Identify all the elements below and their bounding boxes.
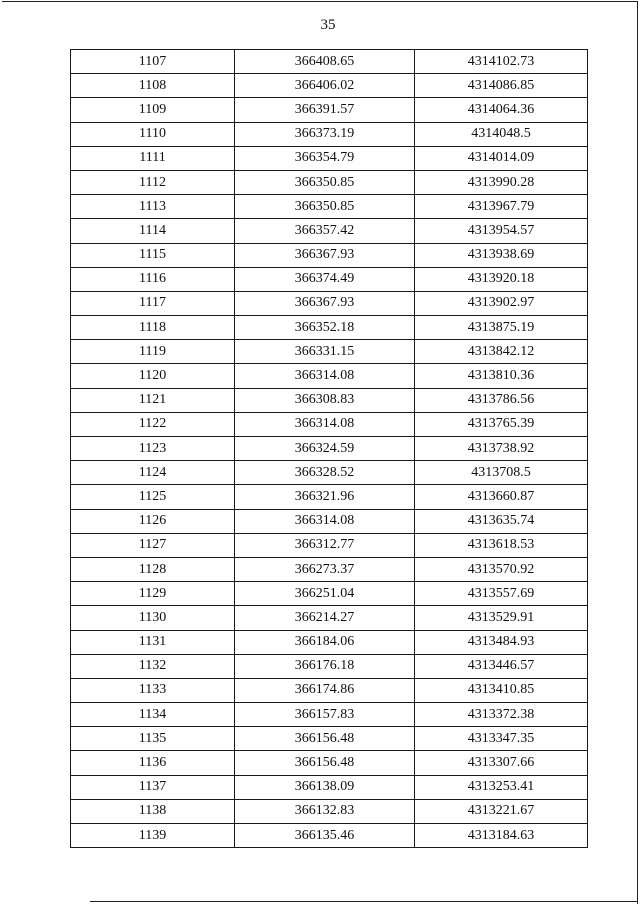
table-row (71, 316, 588, 340)
x-coordinate-cell: 366214.27 (235, 606, 415, 630)
x-coordinate-cell: 366314.08 (235, 364, 415, 388)
x-coordinate-cell: 366312.77 (235, 533, 415, 557)
y-coordinate-cell: 4313954.57 (415, 219, 588, 243)
x-coordinate-cell: 366321.96 (235, 485, 415, 509)
x-coordinate-cell: 366174.86 (235, 678, 415, 702)
table-row (71, 388, 588, 412)
point-number-cell: 1122 (71, 412, 235, 436)
x-coordinate-cell: 366324.59 (235, 437, 415, 461)
table-row (71, 267, 588, 291)
y-coordinate-cell: 4313786.56 (415, 388, 588, 412)
x-coordinate-cell: 366135.46 (235, 824, 415, 848)
table-row (71, 751, 588, 775)
point-number-cell: 1127 (71, 533, 235, 557)
y-coordinate-cell: 4314086.85 (415, 74, 588, 98)
point-number-cell: 1132 (71, 654, 235, 678)
y-coordinate-cell: 4313875.19 (415, 316, 588, 340)
x-coordinate-cell: 366184.06 (235, 630, 415, 654)
point-number-cell: 1138 (71, 799, 235, 823)
x-coordinate-cell: 366367.93 (235, 243, 415, 267)
table-row (71, 533, 588, 557)
x-coordinate-cell: 366352.18 (235, 316, 415, 340)
x-coordinate-cell: 366328.52 (235, 461, 415, 485)
table-row (71, 146, 588, 170)
y-coordinate-cell: 4313446.57 (415, 654, 588, 678)
table-row (71, 727, 588, 751)
table-row (71, 799, 588, 823)
x-coordinate-cell: 366406.02 (235, 74, 415, 98)
x-coordinate-cell: 366156.48 (235, 727, 415, 751)
point-number-cell: 1112 (71, 170, 235, 194)
table-row (71, 582, 588, 606)
point-number-cell: 1113 (71, 195, 235, 219)
table-row (71, 437, 588, 461)
point-number-cell: 1123 (71, 437, 235, 461)
page-edge-right (637, 1, 638, 904)
table-row (71, 122, 588, 146)
x-coordinate-cell: 366273.37 (235, 557, 415, 581)
y-coordinate-cell: 4313618.53 (415, 533, 588, 557)
table-row (71, 98, 588, 122)
x-coordinate-cell: 366308.83 (235, 388, 415, 412)
point-number-cell: 1133 (71, 678, 235, 702)
y-coordinate-cell: 4313557.69 (415, 582, 588, 606)
y-coordinate-cell: 4313221.67 (415, 799, 588, 823)
table-row (71, 219, 588, 243)
table-row (71, 243, 588, 267)
table-row (71, 412, 588, 436)
y-coordinate-cell: 4313570.92 (415, 557, 588, 581)
table-row (71, 606, 588, 630)
table-row (71, 195, 588, 219)
table-row (71, 291, 588, 315)
table-row (71, 340, 588, 364)
y-coordinate-cell: 4313184.63 (415, 824, 588, 848)
x-coordinate-cell: 366314.08 (235, 509, 415, 533)
y-coordinate-cell: 4314014.09 (415, 146, 588, 170)
table-row (71, 775, 588, 799)
y-coordinate-cell: 4313529.91 (415, 606, 588, 630)
x-coordinate-cell: 366354.79 (235, 146, 415, 170)
coordinates-table-body (71, 50, 588, 848)
page-edge-top (2, 1, 638, 2)
point-number-cell: 1128 (71, 557, 235, 581)
x-coordinate-cell: 366138.09 (235, 775, 415, 799)
x-coordinate-cell: 366350.85 (235, 170, 415, 194)
y-coordinate-cell: 4313253.41 (415, 775, 588, 799)
table-row (71, 74, 588, 98)
point-number-cell: 1136 (71, 751, 235, 775)
point-number-cell: 1121 (71, 388, 235, 412)
y-coordinate-cell: 4314048.5 (415, 122, 588, 146)
x-coordinate-cell: 366331.15 (235, 340, 415, 364)
y-coordinate-cell: 4313410.85 (415, 678, 588, 702)
y-coordinate-cell: 4314102.73 (415, 50, 588, 74)
y-coordinate-cell: 4313920.18 (415, 267, 588, 291)
table-row (71, 557, 588, 581)
y-coordinate-cell: 4313810.36 (415, 364, 588, 388)
x-coordinate-cell: 366373.19 (235, 122, 415, 146)
y-coordinate-cell: 4313967.79 (415, 195, 588, 219)
x-coordinate-cell: 366374.49 (235, 267, 415, 291)
point-number-cell: 1134 (71, 703, 235, 727)
y-coordinate-cell: 4313307.66 (415, 751, 588, 775)
x-coordinate-cell: 366367.93 (235, 291, 415, 315)
point-number-cell: 1109 (71, 98, 235, 122)
point-number-cell: 1139 (71, 824, 235, 848)
table-row (71, 509, 588, 533)
y-coordinate-cell: 4313738.92 (415, 437, 588, 461)
y-coordinate-cell: 4313484.93 (415, 630, 588, 654)
point-number-cell: 1117 (71, 291, 235, 315)
table-row (71, 678, 588, 702)
point-number-cell: 1110 (71, 122, 235, 146)
y-coordinate-cell: 4313660.87 (415, 485, 588, 509)
x-coordinate-cell: 366391.57 (235, 98, 415, 122)
x-coordinate-cell: 366251.04 (235, 582, 415, 606)
point-number-cell: 1108 (71, 74, 235, 98)
point-number-cell: 1107 (71, 50, 235, 74)
point-number-cell: 1118 (71, 316, 235, 340)
coordinates-table (70, 49, 588, 848)
x-coordinate-cell: 366314.08 (235, 412, 415, 436)
y-coordinate-cell: 4314064.36 (415, 98, 588, 122)
y-coordinate-cell: 4313708.5 (415, 461, 588, 485)
table-row (71, 654, 588, 678)
y-coordinate-cell: 4313347.35 (415, 727, 588, 751)
table-row (71, 485, 588, 509)
point-number-cell: 1114 (71, 219, 235, 243)
point-number-cell: 1116 (71, 267, 235, 291)
y-coordinate-cell: 4313938.69 (415, 243, 588, 267)
point-number-cell: 1125 (71, 485, 235, 509)
table-row (71, 461, 588, 485)
y-coordinate-cell: 4313990.28 (415, 170, 588, 194)
y-coordinate-cell: 4313372.38 (415, 703, 588, 727)
x-coordinate-cell: 366132.83 (235, 799, 415, 823)
point-number-cell: 1130 (71, 606, 235, 630)
point-number-cell: 1124 (71, 461, 235, 485)
table-row (71, 364, 588, 388)
page-number: 35 (320, 17, 336, 33)
point-number-cell: 1129 (71, 582, 235, 606)
x-coordinate-cell: 366357.42 (235, 219, 415, 243)
point-number-cell: 1135 (71, 727, 235, 751)
table-row (71, 824, 588, 848)
x-coordinate-cell: 366350.85 (235, 195, 415, 219)
point-number-cell: 1119 (71, 340, 235, 364)
y-coordinate-cell: 4313842.12 (415, 340, 588, 364)
point-number-cell: 1137 (71, 775, 235, 799)
table-row (71, 50, 588, 74)
y-coordinate-cell: 4313635.74 (415, 509, 588, 533)
point-number-cell: 1115 (71, 243, 235, 267)
y-coordinate-cell: 4313765.39 (415, 412, 588, 436)
x-coordinate-cell: 366156.48 (235, 751, 415, 775)
x-coordinate-cell: 366157.83 (235, 703, 415, 727)
table-row (71, 630, 588, 654)
point-number-cell: 1126 (71, 509, 235, 533)
table-row (71, 703, 588, 727)
point-number-cell: 1131 (71, 630, 235, 654)
table-row (71, 170, 588, 194)
x-coordinate-cell: 366176.18 (235, 654, 415, 678)
page-edge-bottom (90, 901, 638, 902)
y-coordinate-cell: 4313902.97 (415, 291, 588, 315)
point-number-cell: 1111 (71, 146, 235, 170)
x-coordinate-cell: 366408.65 (235, 50, 415, 74)
point-number-cell: 1120 (71, 364, 235, 388)
